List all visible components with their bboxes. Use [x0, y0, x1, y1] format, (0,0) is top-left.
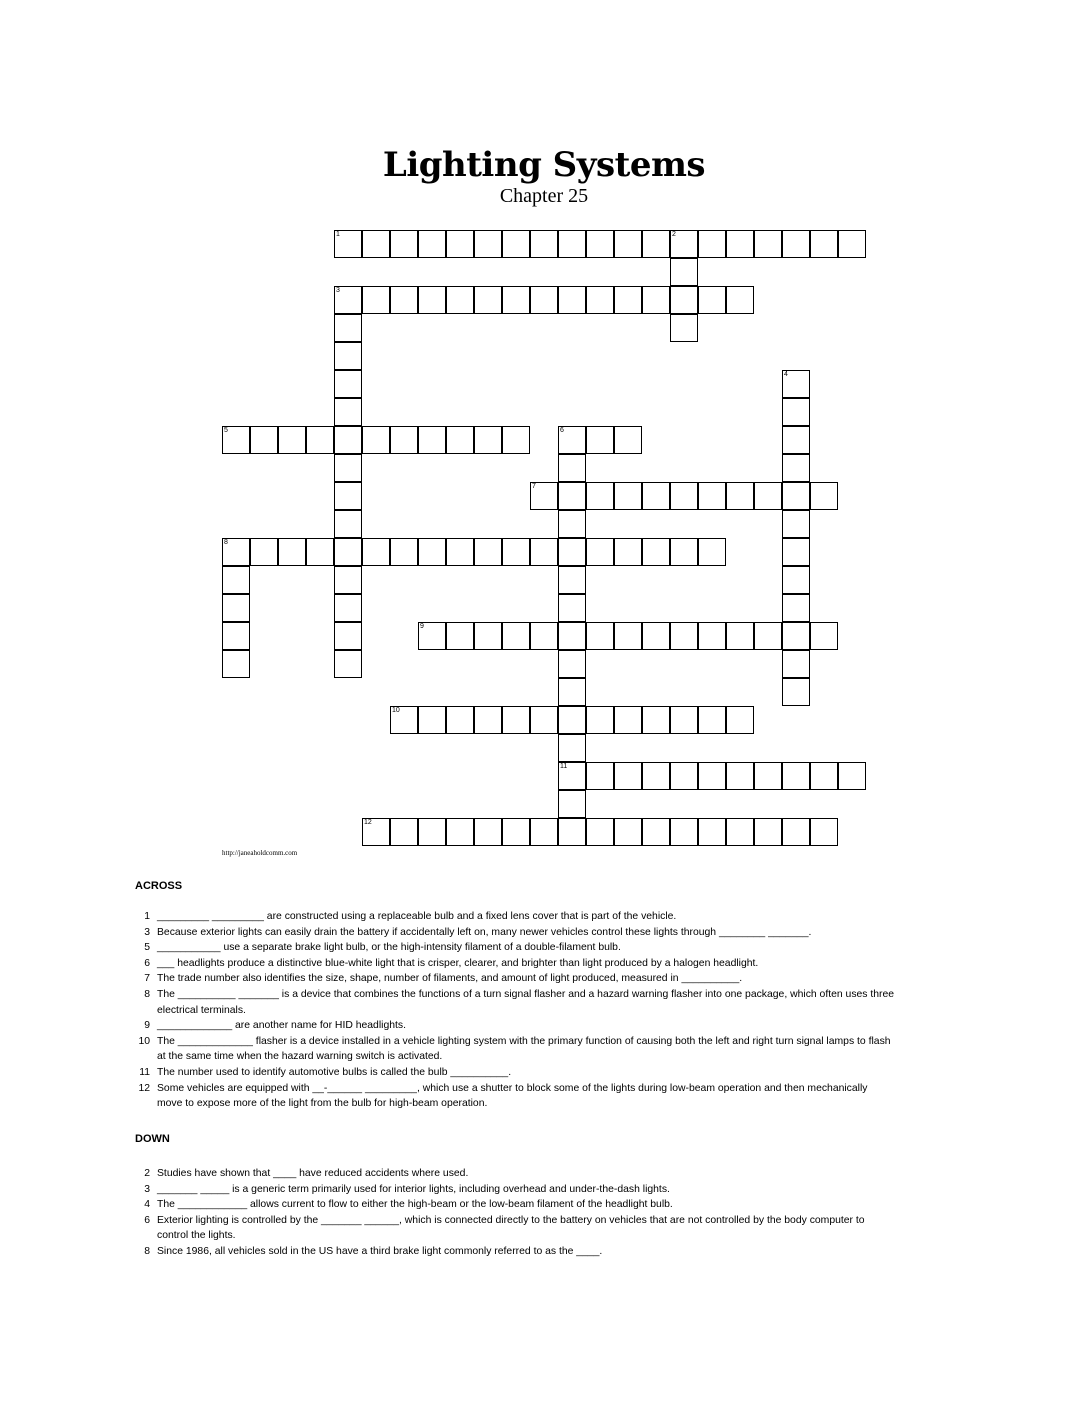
clue-number: 5 [144, 942, 150, 954]
clue-number-label: 10 [392, 707, 400, 714]
grid-cell[interactable] [446, 818, 474, 846]
grid-cell[interactable] [782, 566, 810, 594]
grid-cell[interactable] [726, 818, 754, 846]
grid-cell[interactable] [502, 538, 530, 566]
grid-cell[interactable] [698, 286, 726, 314]
grid-cell[interactable] [726, 230, 754, 258]
grid-cell[interactable] [390, 426, 418, 454]
grid-cell[interactable] [642, 706, 670, 734]
grid-cell[interactable] [726, 286, 754, 314]
clue-text: The __________ _______ is a device that combines the functions of a turn signal flasher and a hazard warning flasher into one package, which often uses three electrical terminals. [157, 988, 895, 1016]
grid-cell[interactable] [558, 538, 586, 566]
clue-text: Some vehicles are equipped with __-______ _________, which use a shutter to block some of the lights during low-beam operation and then mechanically move to expose more of the light from the bulb for high-beam operation. [157, 1082, 868, 1110]
clue-number-label: 7 [532, 483, 536, 490]
grid-cell[interactable] [474, 230, 502, 258]
clue-number: 11 [139, 1066, 150, 1078]
puzzle-title: Lighting Systems [382, 145, 706, 185]
clue-number-label: 6 [560, 427, 564, 434]
grid-cell[interactable] [250, 426, 278, 454]
clue-number: 10 [138, 1035, 150, 1047]
grid-cell[interactable] [810, 622, 838, 650]
grid-cell[interactable] [418, 538, 446, 566]
grid-cell[interactable] [334, 566, 362, 594]
grid-cell[interactable] [558, 678, 586, 706]
grid-cell[interactable] [474, 286, 502, 314]
source-credit: http://janeaholdcomm.com [222, 849, 298, 857]
puzzle-subtitle: Chapter 25 [499, 185, 589, 207]
grid-cell[interactable] [782, 510, 810, 538]
grid-cell[interactable] [446, 230, 474, 258]
grid-cell[interactable] [446, 538, 474, 566]
grid-cell[interactable] [418, 426, 446, 454]
grid-cell[interactable] [334, 230, 362, 258]
grid-cell[interactable] [474, 818, 502, 846]
grid-cell[interactable] [418, 286, 446, 314]
clue-number: 7 [144, 973, 150, 985]
down-clue-list [135, 1166, 895, 1260]
grid-cell[interactable] [782, 370, 810, 398]
grid-cell[interactable] [418, 818, 446, 846]
grid-cell[interactable] [222, 594, 250, 622]
grid-cell[interactable] [586, 762, 614, 790]
grid-cell[interactable] [530, 538, 558, 566]
grid-cell[interactable] [670, 622, 698, 650]
grid-cell[interactable] [530, 818, 558, 846]
grid-cell[interactable] [334, 482, 362, 510]
grid-cell[interactable] [586, 818, 614, 846]
clue-number: 8 [144, 988, 150, 1000]
clue-number: 6 [144, 1214, 150, 1226]
grid-cell[interactable] [418, 230, 446, 258]
grid-cell[interactable] [670, 482, 698, 510]
grid-cell[interactable] [642, 230, 670, 258]
grid-cell[interactable] [614, 286, 642, 314]
clue-text: Since 1986, all vehicles sold in the US have a third brake light commonly referred to as the ____. [157, 1245, 603, 1257]
grid-cell[interactable] [726, 622, 754, 650]
grid-cell[interactable] [586, 286, 614, 314]
across-clue [135, 987, 895, 1018]
grid-cell[interactable] [334, 454, 362, 482]
across-heading: ACROSS [135, 880, 183, 892]
clue-number: 3 [144, 926, 150, 938]
down-clue [135, 1166, 895, 1182]
grid-cell[interactable] [334, 510, 362, 538]
grid-cell[interactable] [698, 706, 726, 734]
grid-cell[interactable] [586, 230, 614, 258]
grid-cell[interactable] [782, 622, 810, 650]
grid-cell[interactable] [586, 482, 614, 510]
grid-cell[interactable] [362, 286, 390, 314]
grid-cell[interactable] [278, 538, 306, 566]
grid-cell[interactable] [306, 426, 334, 454]
grid-cell[interactable] [558, 230, 586, 258]
grid-cell[interactable] [502, 286, 530, 314]
grid-cell[interactable] [782, 594, 810, 622]
grid-cell[interactable] [670, 706, 698, 734]
grid-cell[interactable] [362, 426, 390, 454]
grid-cell[interactable] [446, 286, 474, 314]
grid-cell[interactable] [642, 762, 670, 790]
grid-cell[interactable] [418, 706, 446, 734]
grid-cell[interactable] [698, 538, 726, 566]
grid-cell[interactable] [754, 230, 782, 258]
across-clue [135, 956, 895, 972]
clue-number-label: 3 [336, 287, 340, 294]
grid-cell[interactable] [670, 258, 698, 286]
grid-cell[interactable] [334, 426, 362, 454]
clue-text: The _____________ flasher is a device installed in a vehicle lighting system with the primary function of causing both the left and right turn signal lamps to flash at the same time when the hazard warning switch is activated. [157, 1035, 891, 1063]
clue-text: _________ _________ are constructed using a replaceable bulb and a fixed lens cover that is part of the vehicle. [157, 911, 677, 922]
grid-cell[interactable] [362, 538, 390, 566]
grid-cell[interactable] [306, 538, 334, 566]
grid-cell[interactable] [698, 622, 726, 650]
down-clue [135, 1182, 895, 1198]
grid-cell[interactable] [530, 230, 558, 258]
grid-cell[interactable] [530, 482, 558, 510]
grid-cell[interactable] [754, 622, 782, 650]
grid-cell[interactable] [726, 482, 754, 510]
clue-number-label: 8 [224, 539, 228, 546]
clue-text: Studies have shown that ____ have reduced accidents where used. [157, 1168, 469, 1179]
grid-cell[interactable] [558, 818, 586, 846]
grid-cell[interactable] [782, 818, 810, 846]
grid-cell[interactable] [782, 454, 810, 482]
clue-text: ___________ use a separate brake light bulb, or the high-intensity filament of a double-filament bulb. [157, 942, 621, 954]
grid-cell[interactable] [558, 286, 586, 314]
down-clue [135, 1197, 895, 1213]
clue-number-label: 5 [224, 427, 228, 434]
grid-cell[interactable] [278, 426, 306, 454]
grid-cell[interactable] [586, 538, 614, 566]
grid-cell[interactable] [362, 818, 390, 846]
grid-cell[interactable] [782, 650, 810, 678]
clue-text: _____________ are another name for HID headlights. [157, 1020, 406, 1032]
grid-cell[interactable] [390, 818, 418, 846]
grid-cell[interactable] [390, 230, 418, 258]
clue-number: 4 [144, 1199, 150, 1211]
down-heading: DOWN [135, 1133, 170, 1145]
grid-cell[interactable] [838, 762, 866, 790]
grid-cell[interactable] [782, 426, 810, 454]
clue-text: Exterior lighting is controlled by the _______ ______, which is connected directly to the battery on vehicles that are not controlled by the body computer to control the lights. [157, 1214, 865, 1242]
grid-cell[interactable] [222, 622, 250, 650]
grid-cell[interactable] [558, 426, 586, 454]
clue-text: The ____________ allows current to flow to either the high-beam or the low-beam filament of the headlight bulb. [157, 1199, 673, 1211]
grid-cell[interactable] [530, 622, 558, 650]
clue-number: 2 [144, 1168, 150, 1179]
grid-cell[interactable] [810, 818, 838, 846]
clue-number-label: 2 [672, 231, 676, 238]
clue-number-label: 9 [420, 623, 424, 630]
across-clue [135, 1065, 895, 1081]
grid-cell[interactable] [698, 230, 726, 258]
grid-cell[interactable] [782, 398, 810, 426]
grid-cell[interactable] [558, 790, 586, 818]
grid-cell[interactable] [390, 286, 418, 314]
grid-cell[interactable] [670, 818, 698, 846]
grid-cell[interactable] [558, 594, 586, 622]
grid-cell[interactable] [810, 762, 838, 790]
grid-cell[interactable] [502, 230, 530, 258]
grid-cell[interactable] [474, 706, 502, 734]
grid-cell[interactable] [810, 230, 838, 258]
grid-cell[interactable] [670, 314, 698, 342]
grid-cell[interactable] [670, 762, 698, 790]
grid-cell[interactable] [334, 622, 362, 650]
grid-cell[interactable] [222, 566, 250, 594]
grid-cell[interactable] [474, 538, 502, 566]
grid-cell[interactable] [698, 762, 726, 790]
grid-cell[interactable] [222, 538, 250, 566]
clue-number: 8 [144, 1245, 150, 1257]
grid-cell[interactable] [614, 762, 642, 790]
across-clue [135, 1018, 895, 1034]
grid-cell[interactable] [446, 622, 474, 650]
grid-cell[interactable] [530, 706, 558, 734]
clue-number: 6 [144, 957, 150, 969]
grid-cell[interactable] [614, 538, 642, 566]
grid-cell[interactable] [446, 706, 474, 734]
grid-cell[interactable] [838, 230, 866, 258]
grid-cell[interactable] [334, 650, 362, 678]
across-clue [135, 971, 895, 987]
grid-cell[interactable] [502, 706, 530, 734]
across-clue-list [135, 909, 895, 1112]
grid-cell[interactable] [614, 706, 642, 734]
clue-text: _______ _____ is a generic term primarily used for interior lights, including overhead and under-the-dash lights. [157, 1183, 670, 1195]
grid-cell[interactable] [614, 230, 642, 258]
grid-cell[interactable] [334, 370, 362, 398]
grid-cell[interactable] [558, 622, 586, 650]
grid-cell[interactable] [614, 818, 642, 846]
grid-cell[interactable] [502, 622, 530, 650]
grid-cell[interactable] [334, 342, 362, 370]
clue-number: 12 [138, 1082, 150, 1094]
grid-cell[interactable] [502, 426, 530, 454]
across-clue [135, 1081, 895, 1112]
across-clue [135, 1034, 895, 1065]
grid-cell[interactable] [754, 482, 782, 510]
grid-cell[interactable] [726, 706, 754, 734]
grid-cell[interactable] [782, 678, 810, 706]
grid-cell[interactable] [530, 286, 558, 314]
across-clue [135, 940, 895, 956]
grid-cell[interactable] [670, 286, 698, 314]
grid-cell[interactable] [390, 706, 418, 734]
clue-number: 9 [144, 1020, 150, 1032]
grid-cell[interactable] [446, 426, 474, 454]
grid-cell[interactable] [502, 818, 530, 846]
grid-cell[interactable] [586, 426, 614, 454]
grid-cell[interactable] [726, 762, 754, 790]
across-clue [135, 925, 895, 941]
grid-cell[interactable] [810, 482, 838, 510]
grid-cell[interactable] [334, 398, 362, 426]
grid-cell[interactable] [614, 482, 642, 510]
grid-cell[interactable] [782, 482, 810, 510]
grid-cell[interactable] [642, 538, 670, 566]
grid-cell[interactable] [222, 650, 250, 678]
grid-cell[interactable] [558, 566, 586, 594]
grid-cell[interactable] [782, 762, 810, 790]
grid-cell[interactable] [558, 482, 586, 510]
grid-cell[interactable] [614, 622, 642, 650]
grid-cell[interactable] [642, 818, 670, 846]
grid-cell[interactable] [558, 734, 586, 762]
grid-cell[interactable] [782, 538, 810, 566]
grid-cell[interactable] [698, 818, 726, 846]
grid-cell[interactable] [474, 622, 502, 650]
grid-cell[interactable] [782, 230, 810, 258]
grid-cell[interactable] [558, 510, 586, 538]
grid-cell[interactable] [334, 538, 362, 566]
grid-cell[interactable] [642, 622, 670, 650]
grid-cell[interactable] [670, 230, 698, 258]
grid-cell[interactable] [390, 538, 418, 566]
grid-cell[interactable] [642, 482, 670, 510]
grid-cell[interactable] [474, 426, 502, 454]
grid-cell[interactable] [558, 650, 586, 678]
down-clue [135, 1244, 895, 1260]
clue-number: 1 [144, 911, 150, 922]
grid-cell[interactable] [698, 482, 726, 510]
clue-number: 3 [144, 1183, 150, 1195]
clue-number-label: 11 [560, 763, 568, 770]
grid-cell[interactable] [754, 762, 782, 790]
grid-cell[interactable] [754, 818, 782, 846]
clue-number-label: 12 [364, 819, 372, 826]
grid-cell[interactable] [418, 622, 446, 650]
clue-text: The trade number also identifies the size, shape, number of filaments, and amount of light produced, measured in __________. [157, 973, 743, 985]
grid-cell[interactable] [614, 426, 642, 454]
grid-cell[interactable] [362, 230, 390, 258]
grid-cell[interactable] [670, 538, 698, 566]
clue-number-label: 1 [336, 231, 340, 238]
grid-cell[interactable] [334, 314, 362, 342]
grid-cell[interactable] [222, 426, 250, 454]
clue-text: The number used to identify automotive bulbs is called the bulb __________. [157, 1066, 512, 1078]
across-clue [135, 909, 895, 925]
down-clue [135, 1213, 895, 1244]
grid-cell[interactable] [334, 594, 362, 622]
clue-text: ___ headlights produce a distinctive blue-white light that is crisper, clearer, and brighter than light produced by a halogen headlight. [157, 957, 759, 969]
grid-cell[interactable] [642, 286, 670, 314]
grid-cell[interactable] [586, 706, 614, 734]
grid-cell[interactable] [558, 454, 586, 482]
grid-cell[interactable] [586, 622, 614, 650]
grid-cell[interactable] [558, 762, 586, 790]
grid-cell[interactable] [250, 538, 278, 566]
grid-cell[interactable] [334, 286, 362, 314]
clue-text: Because exterior lights can easily drain the battery if accidentally left on, many newer vehicles control these lights through ________ _______. [157, 926, 812, 938]
grid-cell[interactable] [558, 706, 586, 734]
clue-number-label: 4 [784, 371, 788, 378]
